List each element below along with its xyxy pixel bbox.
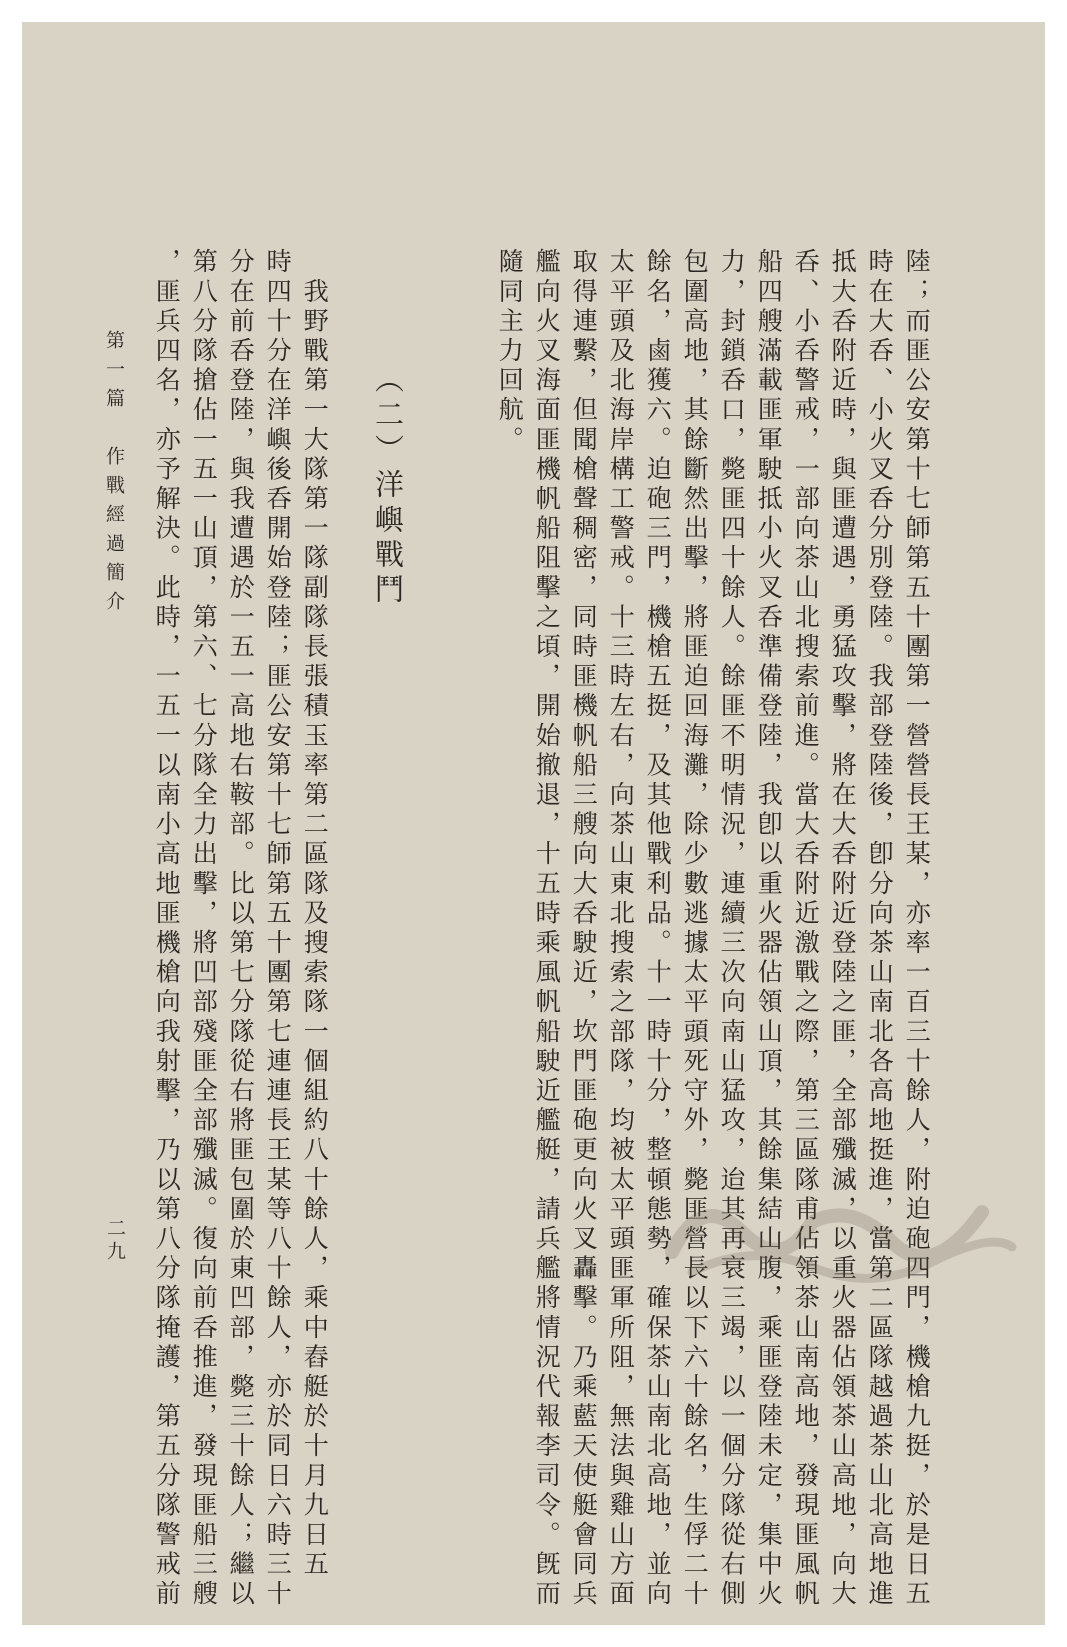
document-page [22,22,1045,1625]
body-column-10: 取得連繫，但聞槍聲稠密，同時匪機帆船三艘向大呑駛近，坎門匪砲更向火叉轟擊。乃乘藍天使艇會同兵 [569,248,599,1610]
body-column-1: 陸；而匪公安第十七師第五十團第一營營長王某，亦率一百三十餘人，附迫砲四門，機槍九挺，於是日五 [902,248,932,1610]
body-column-2: 時在大呑、小火叉呑分別登陸。我部登陸後，卽分向茶山南北各高地挺進，當第二區隊越過茶山北高地進 [865,248,895,1610]
section2-column-2: 時四十分在洋嶼後呑開始登陸；匪公安第十七師第五十團第七連連長王某等八十餘人，亦於同日六時三十 [263,248,293,1610]
section-heading: （二）洋嶼戰鬥 [371,364,405,609]
body-column-8: 餘名，鹵獲六。迫砲三門，機槍五挺，及其他戰利品。十一時十分，整頓態勢，確保茶山南北高地，並向 [643,248,673,1610]
footer-title: 第一篇 作戰經過簡介 [103,330,125,620]
section2-column-1: 我野戰第一大隊第一隊副隊長張積玉率第二區隊及搜索隊一個組約八十餘人，乘中舂艇於十月九日五 [300,248,330,1580]
section2-column-4: 第八分隊搶佔一五一山頂，第六、七分隊全力出擊，將凹部殘匪全部殲滅。復向前呑推進，發現匪船三艘 [189,248,219,1610]
body-column-3: 抵大呑附近時，與匪遭遇，勇猛攻擊，將在大呑附近登陸之匪，全部殲滅，以重火器佔領茶山高地，向大 [828,248,858,1610]
body-column-9: 太平頭及北海岸構工警戒。十三時左右，向茶山東北搜索之部隊，均被太平頭匪軍所阻，無法與雞山方面 [606,248,636,1610]
body-column-6: 力，封鎖呑口，斃匪四十餘人。餘匪不明情況，連續三次向南山猛攻，迨其再衰三竭，以一個分隊從右側 [717,248,747,1610]
body-column-12: 隨同主力回航。 [495,248,525,456]
body-column-5: 船四艘滿載匪軍駛抵小火叉呑準備登陸，我卽以重火器佔領山頂，其餘集結山腹，乘匪登陸未定，集中火 [754,248,784,1610]
body-column-7: 包圍高地，其餘斷然出擊，將匪迫回海灘，除少數逃據太平頭死守外，斃匪營長以下六十餘名，生俘二十 [680,248,710,1610]
body-column-4: 呑、小呑警戒，一部向茶山北搜索前進。當大呑附近激戰之際，第三區隊甫佔領茶山南高地，發現匪風帆 [791,248,821,1610]
section2-column-5: ，匪兵四名，亦予解決。此時，一五一以南小高地匪機槍向我射擊，乃以第八分隊掩護，第五分隊警戒前 [152,248,182,1610]
page-number: 二九 [104,1218,126,1264]
section2-column-3: 分在前呑登陸，與我遭遇於一五一高地右鞍部。比以第七分隊從右將匪包圍於東凹部，斃三十餘人；繼以 [226,248,256,1610]
archive-watermark [662,1172,1022,1292]
body-column-11: 艦向火叉海面匪機帆船阻擊之頃，開始撤退，十五時乘風帆船駛近艦艇，請兵艦將情況代報李司令。旣而 [532,248,562,1610]
